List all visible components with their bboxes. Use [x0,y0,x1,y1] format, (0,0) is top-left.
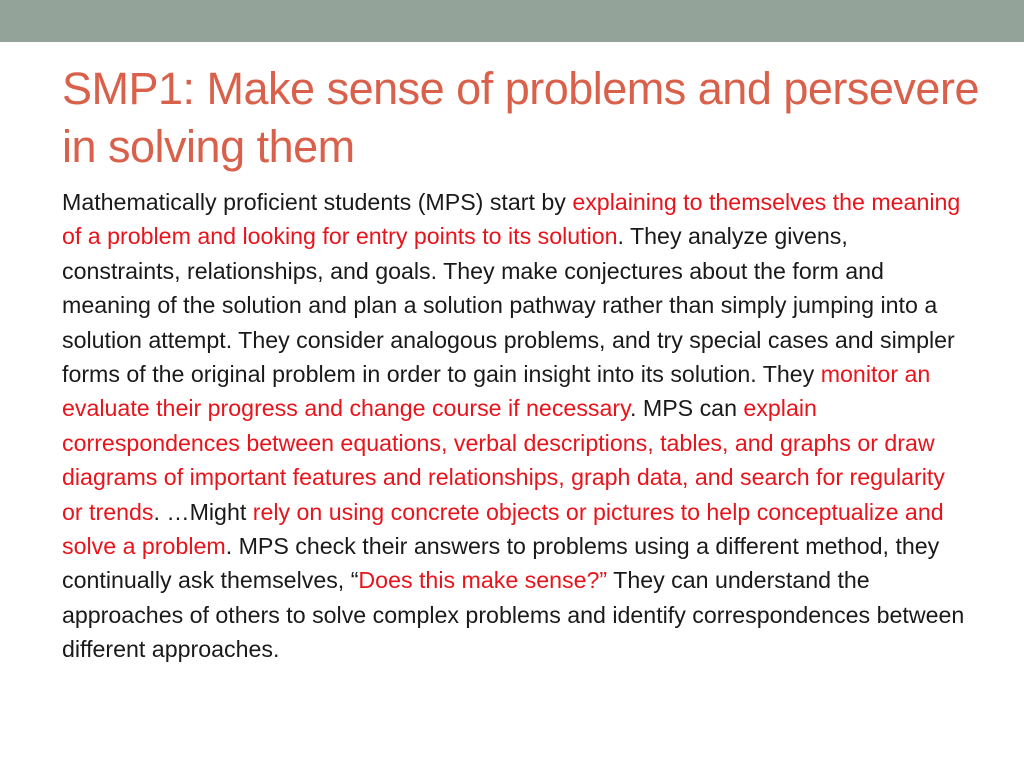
body-segment: . MPS check their answers to problems using a different method, they continually ask themselves, “ [62,533,940,594]
body-segment: . They analyze givens, constraints, relationships, and goals. They make conjectures about the form and meaning of the solution and plan a solution pathway rather than simply jumping into a solution attempt. They consider analogous problems, and try special cases and simpler forms of the original problem in order to gain insight into its solution. They [62,223,955,388]
body-segment-emphasis: monitor an evaluate their progress and change course if necessary [62,361,931,422]
body-segment: They can understand the approaches of others to solve complex problems and identify correspondences between different approaches. [62,567,965,663]
body-segment-emphasis: Does this make sense?” [358,567,608,594]
slide-title: SMP1: Make sense of problems and persevere in solving them [62,63,979,172]
top-accent-bar [0,0,1024,42]
body-segment-emphasis: explaining to themselves the meaning of a problem and looking for entry points to its solution [62,189,961,250]
slide-body [62,185,967,667]
body-segment-emphasis: rely on using concrete objects or pictures to help conceptualize and solve a problem [62,498,944,560]
body-segment-emphasis: explain correspondences between equations, verbal descriptions, tables, and graphs or draw diagrams of important features and relationships, graph data, and search for regularity or trends [62,395,945,525]
body-segment: Mathematically proficient students (MPS) start by [62,189,573,215]
body-segment: . MPS can [630,395,744,422]
body-segment: . …Might [153,498,253,525]
